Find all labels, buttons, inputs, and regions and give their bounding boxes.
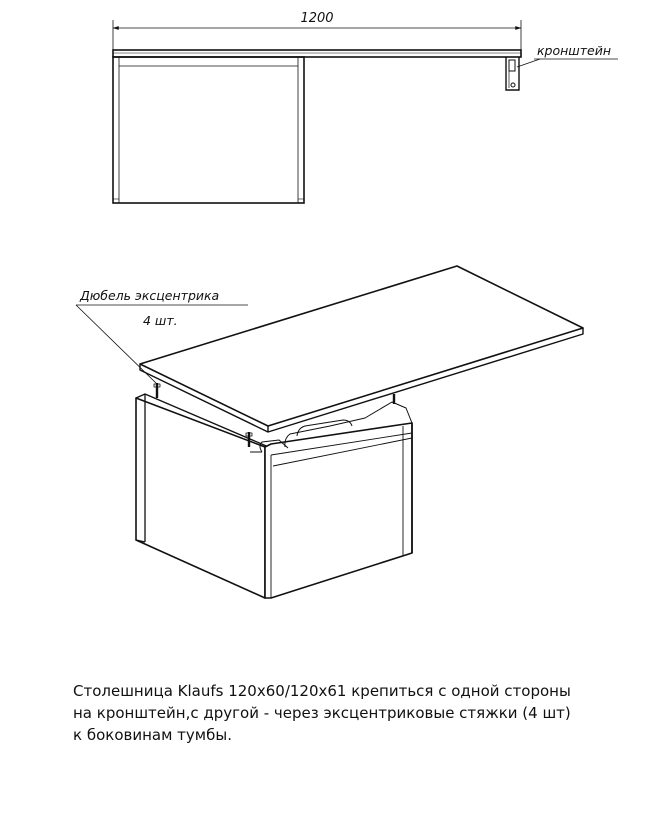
caption-line: на кронштейн,с другой - через эксцентриковые стяжки (4 шт) — [73, 704, 571, 722]
dowel — [154, 383, 160, 398]
dowel-quantity: 4 шт. — [143, 313, 178, 328]
caption-line: к боковинам тумбы. — [73, 726, 232, 744]
bracket-label: кронштейн — [537, 43, 612, 58]
front-view — [113, 11, 618, 203]
caption-line: Столешница Klaufs 120x60/120x61 крепиться с одной стороны — [73, 682, 571, 700]
bracket — [506, 57, 519, 90]
bracket-leader-line — [517, 59, 540, 67]
countertop-front — [113, 50, 521, 57]
dimension-value: 1200 — [300, 11, 334, 26]
dowel-label: Дюбель эксцентрика — [80, 288, 220, 303]
cabinet-front — [113, 57, 304, 203]
caption — [73, 680, 633, 746]
